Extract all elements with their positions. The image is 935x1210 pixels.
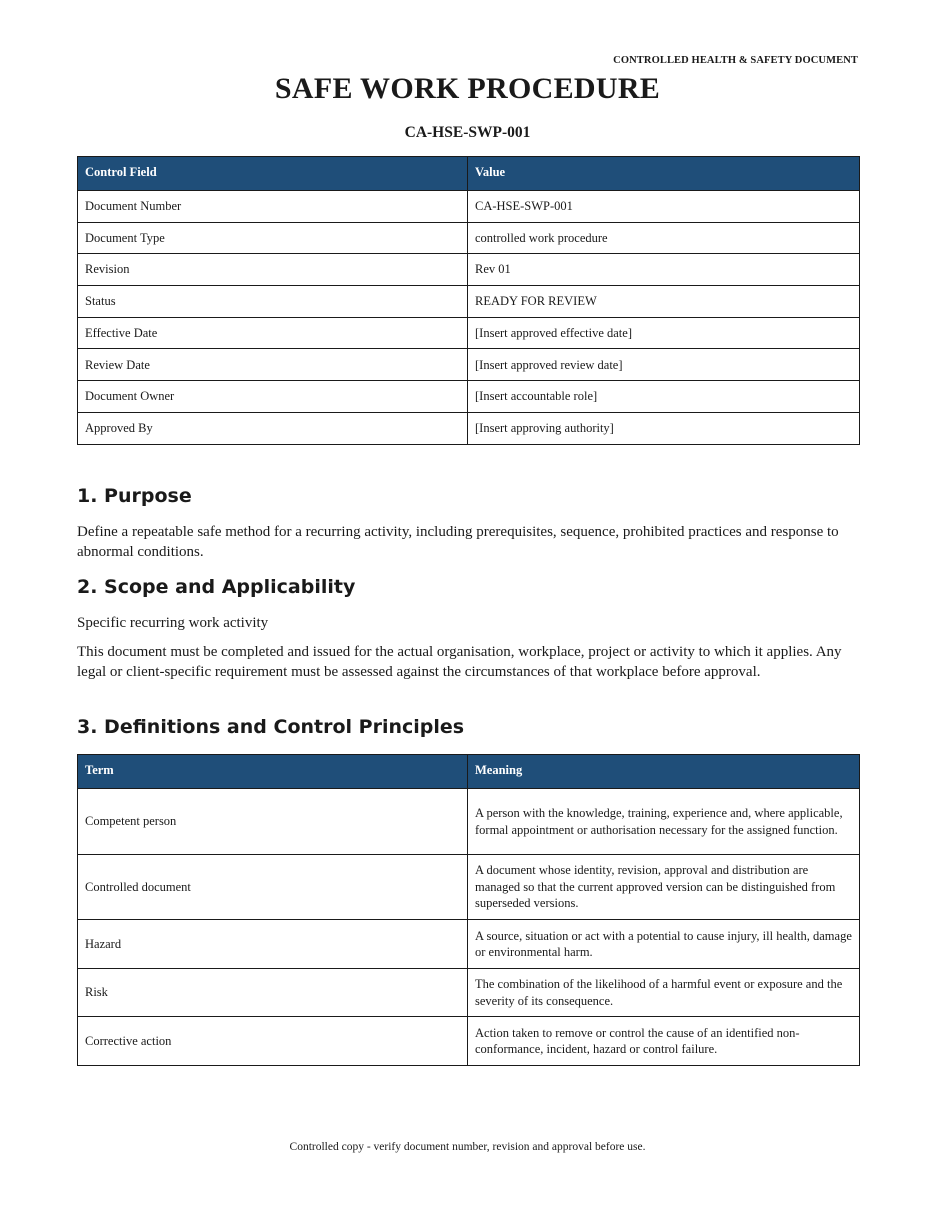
control-field-cell: Document Owner bbox=[78, 381, 468, 413]
column-header-meaning: Meaning bbox=[468, 755, 860, 789]
control-field-cell: Status bbox=[78, 286, 468, 318]
table-row bbox=[78, 191, 860, 223]
meaning-cell: A person with the knowledge, training, experience and, where applicable, formal appointment or authorisation necessary for the assigned function. bbox=[468, 789, 860, 855]
table-row bbox=[78, 349, 860, 381]
column-header-control-field: Control Field bbox=[78, 157, 468, 191]
term-cell: Risk bbox=[78, 969, 468, 1017]
table-header-row bbox=[78, 755, 860, 789]
table-row bbox=[78, 254, 860, 286]
term-cell: Competent person bbox=[78, 789, 468, 855]
control-value-cell: [Insert approving authority] bbox=[468, 412, 860, 444]
document-code: CA-HSE-SWP-001 bbox=[404, 124, 531, 141]
document-title: SAFE WORK PROCEDURE bbox=[274, 72, 661, 105]
document-control-table bbox=[77, 156, 860, 445]
control-value-cell: CA-HSE-SWP-001 bbox=[468, 191, 860, 223]
table-row bbox=[78, 855, 860, 920]
control-field-cell: Review Date bbox=[78, 349, 468, 381]
document-classification: CONTROLLED HEALTH & SAFETY DOCUMENT bbox=[613, 55, 858, 66]
scope-activity-text: Specific recurring work activity bbox=[77, 615, 269, 631]
control-value-cell: READY FOR REVIEW bbox=[468, 286, 860, 318]
control-value-cell: [Insert approved review date] bbox=[468, 349, 860, 381]
table-row bbox=[78, 789, 860, 855]
meaning-cell: A source, situation or act with a potential to cause injury, ill health, damage or environmental harm. bbox=[468, 920, 860, 969]
section-heading-definitions: 3. Definitions and Control Principles bbox=[77, 716, 465, 738]
purpose-text: Define a repeatable safe method for a recurring activity, including prerequisites, sequence, prohibited practices and response to abnormal conditions. bbox=[77, 524, 839, 560]
control-value-cell: Rev 01 bbox=[468, 254, 860, 286]
table-row bbox=[78, 1017, 860, 1066]
term-cell: Corrective action bbox=[78, 1017, 468, 1066]
definitions-table bbox=[77, 754, 860, 1066]
table-row bbox=[78, 317, 860, 349]
control-field-cell: Document Number bbox=[78, 191, 468, 223]
table-row bbox=[78, 920, 860, 969]
term-cell: Controlled document bbox=[78, 855, 468, 920]
scope-applicability-text: This document must be completed and issued for the actual organisation, workplace, project or activity to which it applies. Any legal or client-specific requirement must be assessed against the circumstances of that workplace before approval. bbox=[77, 644, 842, 680]
meaning-cell: The combination of the likelihood of a harmful event or exposure and the severity of its consequence. bbox=[468, 969, 860, 1017]
meaning-cell: A document whose identity, revision, approval and distribution are managed so that the current approved version can be distinguished from superseded versions. bbox=[468, 855, 860, 920]
column-header-value: Value bbox=[468, 157, 860, 191]
table-row bbox=[78, 412, 860, 444]
page-footer: Controlled copy - verify document number, revision and approval before use. bbox=[289, 1141, 646, 1153]
section-heading-purpose: 1. Purpose bbox=[77, 485, 192, 507]
table-header-row bbox=[78, 157, 860, 191]
table-row bbox=[78, 222, 860, 254]
control-value-cell: [Insert accountable role] bbox=[468, 381, 860, 413]
column-header-term: Term bbox=[78, 755, 468, 789]
control-value-cell: [Insert approved effective date] bbox=[468, 317, 860, 349]
control-field-cell: Document Type bbox=[78, 222, 468, 254]
table-row bbox=[78, 969, 860, 1017]
term-cell: Hazard bbox=[78, 920, 468, 969]
table-row bbox=[78, 286, 860, 318]
control-field-cell: Approved By bbox=[78, 412, 468, 444]
control-value-cell: controlled work procedure bbox=[468, 222, 860, 254]
table-row bbox=[78, 381, 860, 413]
section-heading-scope: 2. Scope and Applicability bbox=[77, 576, 356, 598]
control-field-cell: Effective Date bbox=[78, 317, 468, 349]
control-field-cell: Revision bbox=[78, 254, 468, 286]
meaning-cell: Action taken to remove or control the cause of an identified non-conformance, incident, hazard or control failure. bbox=[468, 1017, 860, 1066]
